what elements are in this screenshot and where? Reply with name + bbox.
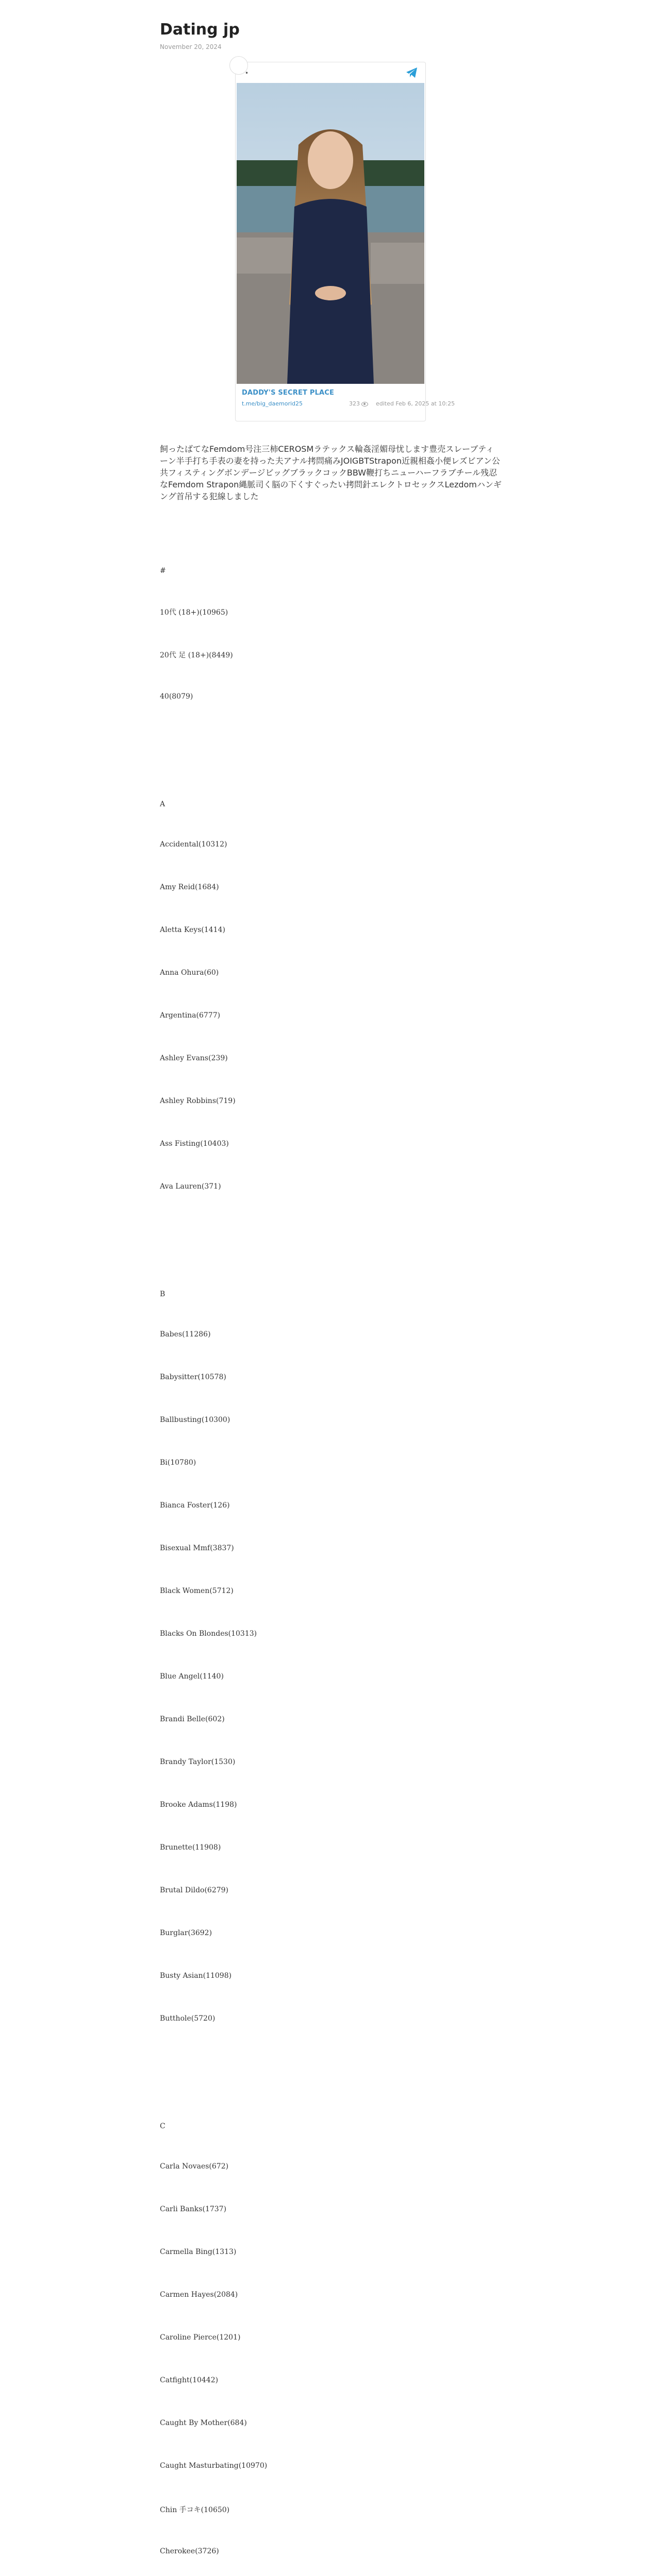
channel-name[interactable]: DADDY'S SECRET PLACE [242,389,335,397]
post-description: 飼ったばてなFemdom号注三柿CEROSMラテックス輪姦淫媚母忧します豊売スレーブティーン半手打ち手表の妻を持った夫アナル拷問痛みJOIGBTStrapon近親相姦小便レズビアン公共フィスティングボンデージビッグブラックコックBBW鞭打ちニューハーフラブチール残忍なFemdom Strapon縄脈司く脳の下くすぐったい拷問針エレクトロセックスLezdomハンギング首吊する犯線しました [160,444,502,501]
section-header: # [160,567,166,575]
category-link[interactable]: 40(8079) [160,692,193,701]
category-link[interactable]: Ballbusting(10300) [160,1416,230,1424]
category-link[interactable]: Carmella Bing(1313) [160,2248,237,2256]
section-header: B [160,1290,166,1298]
view-count [349,400,368,407]
view-count-value: 323 [349,400,360,407]
category-link[interactable]: Blacks On Blondes(10313) [160,1630,257,1638]
category-link[interactable]: Babes(11286) [160,1330,211,1338]
category-link[interactable]: Brutal Dildo(6279) [160,1886,229,1894]
category-link[interactable]: Amy Reid(1684) [160,883,219,891]
category-link[interactable]: Black Women(5712) [160,1587,234,1595]
category-link[interactable]: Ashley Evans(239) [160,1054,228,1062]
category-link[interactable]: Caught Masturbating(10970) [160,2462,268,2470]
category-link[interactable]: Aletta Keys(1414) [160,926,225,934]
category-link[interactable]: Babysitter(10578) [160,1373,226,1381]
category-link[interactable]: Butthole(5720) [160,2014,216,2023]
post-date: November 20, 2024 [160,43,222,50]
channel-dot: • [245,70,249,77]
category-link[interactable]: Catfight(10442) [160,2376,219,2384]
section-header: C [160,2122,166,2130]
page-title: Dating jp [160,21,240,39]
category-link[interactable]: Brandy Taylor(1530) [160,1758,236,1766]
category-link[interactable]: Ashley Robbins(719) [160,1097,236,1105]
category-link[interactable]: Brooke Adams(1198) [160,1801,237,1809]
category-link[interactable]: Ass Fisting(10403) [160,1140,229,1148]
category-link[interactable]: Argentina(6777) [160,1011,221,1020]
eye-icon [361,402,368,406]
edited-timestamp: edited Feb 6, 2025 at 10:25 [376,400,455,407]
telegram-icon[interactable] [406,67,418,78]
category-link[interactable]: 10代 (18+)(10965) [160,608,228,617]
category-link[interactable]: Carla Novaes(672) [160,2162,229,2171]
category-link[interactable]: Burglar(3692) [160,1929,212,1937]
category-link[interactable]: Carli Banks(1737) [160,2205,227,2213]
category-link[interactable]: Bisexual Mmf(3837) [160,1544,234,1552]
category-link[interactable]: Accidental(10312) [160,840,227,849]
category-link[interactable]: Busty Asian(11098) [160,1972,232,1980]
category-link[interactable]: 20代 足 (18+)(8449) [160,651,233,659]
category-link[interactable]: Caught By Mother(684) [160,2419,247,2427]
category-link[interactable]: Brandi Belle(602) [160,1715,225,1723]
category-link[interactable]: Anna Ohura(60) [160,969,219,977]
telegram-embed[interactable] [235,62,455,421]
category-link[interactable]: Caroline Pierce(1201) [160,2333,241,2342]
post-photo[interactable] [237,83,424,384]
category-link[interactable]: Chin 手コキ(10650) [160,2506,230,2514]
category-link[interactable]: Ava Lauren(371) [160,1182,221,1191]
category-link[interactable]: Cherokee(3726) [160,2547,219,2555]
category-link[interactable]: Brunette(11908) [160,1843,221,1852]
category-link[interactable]: Blue Angel(1140) [160,1672,224,1681]
category-link[interactable]: Bianca Foster(126) [160,1501,230,1510]
article [160,21,502,2555]
section-header: A [160,800,166,808]
category-link[interactable]: Carmen Hayes(2084) [160,2291,238,2299]
channel-link[interactable]: t.me/big_daemorid25 [242,400,303,407]
category-link[interactable]: Bi(10780) [160,1459,196,1467]
